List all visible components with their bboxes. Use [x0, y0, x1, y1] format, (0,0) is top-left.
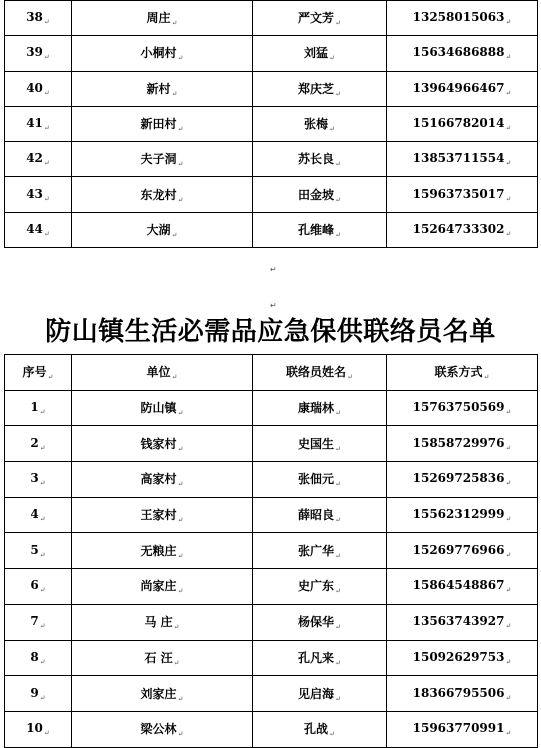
table-row	[5, 106, 538, 141]
cell-name: 见启海$_↵$	[253, 676, 387, 712]
cell-name: 孔维峰$_↵$	[253, 212, 387, 247]
cell-name: 孔战$_↵$	[253, 711, 387, 747]
cell-no: $2_↵$	[5, 426, 72, 462]
cell-phone: $13563743927_↵$	[387, 604, 538, 640]
table-row	[5, 212, 538, 247]
table-row	[5, 426, 538, 462]
cell-name: 薛昭良$_↵$	[253, 497, 387, 533]
cell-name: 田金坡$_↵$	[253, 177, 387, 212]
cell-phone: $15092629753_↵$	[387, 640, 538, 676]
cell-name: 张梅$_↵$	[253, 106, 387, 141]
cell-phone: $13258015063_↵$	[387, 1, 538, 36]
table-row	[5, 1, 538, 36]
paragraph-mark: ↵	[270, 301, 277, 310]
cell-unit: 高家村$_↵$	[72, 462, 253, 498]
cell-name: 杨保华$_↵$	[253, 604, 387, 640]
cell-unit: 夫子洞$_↵$	[72, 142, 253, 177]
header-name: 联络员姓名$_↵$	[253, 355, 387, 391]
cell-phone: $15864548867_↵$	[387, 569, 538, 605]
cell-unit: 东龙村$_↵$	[72, 177, 253, 212]
cell-unit: 马 庄$_↵$	[72, 604, 253, 640]
cell-unit: 新村$_↵$	[72, 71, 253, 106]
cell-no: $38_↵$	[5, 1, 72, 36]
cell-no: $8_↵$	[5, 640, 72, 676]
cell-name: 史广东$_↵$	[253, 569, 387, 605]
table-row	[5, 462, 538, 498]
cell-no: $43_↵$	[5, 177, 72, 212]
cell-phone: $13964966467_↵$	[387, 71, 538, 106]
header-no: 序号$_↵$	[5, 355, 72, 391]
cell-phone: $15634686888_↵$	[387, 36, 538, 71]
cell-no: $3_↵$	[5, 462, 72, 498]
cell-no: $41_↵$	[5, 106, 72, 141]
cell-name: 张佃元$_↵$	[253, 462, 387, 498]
cell-no: $6_↵$	[5, 569, 72, 605]
header-phone: 联系方式$_↵$	[387, 355, 538, 391]
cell-phone: $18366795506_↵$	[387, 676, 538, 712]
cell-no: $5_↵$	[5, 533, 72, 569]
table-row	[5, 533, 538, 569]
table-header-row	[5, 355, 538, 391]
cell-name: 郑庆芝$_↵$	[253, 71, 387, 106]
cell-name: 孔凡来$_↵$	[253, 640, 387, 676]
cell-phone: $15562312999_↵$	[387, 497, 538, 533]
header-unit: 单位$_↵$	[72, 355, 253, 391]
cell-phone: $15269776966_↵$	[387, 533, 538, 569]
cell-phone: $15269725836_↵$	[387, 462, 538, 498]
cell-name: 张广华$_↵$	[253, 533, 387, 569]
cell-name: 严文芳$_↵$	[253, 1, 387, 36]
cell-no: $10_↵$	[5, 711, 72, 747]
cell-unit: 大湖$_↵$	[72, 212, 253, 247]
cell-unit: 梁公林$_↵$	[72, 711, 253, 747]
cell-no: $7_↵$	[5, 604, 72, 640]
cell-unit: 无粮庄$_↵$	[72, 533, 253, 569]
cell-phone: $15763750569_↵$	[387, 390, 538, 426]
cell-unit: 王家村$_↵$	[72, 497, 253, 533]
cell-phone: $15166782014_↵$	[387, 106, 538, 141]
cell-unit: 尚家庄$_↵$	[72, 569, 253, 605]
contact-table-continued	[4, 0, 538, 248]
table-row	[5, 390, 538, 426]
cell-no: $44_↵$	[5, 212, 72, 247]
cell-unit: 石 汪$_↵$	[72, 640, 253, 676]
table-row	[5, 640, 538, 676]
cell-no: $1_↵$	[5, 390, 72, 426]
table-row	[5, 676, 538, 712]
cell-no: $42_↵$	[5, 142, 72, 177]
cell-phone: $15963735017_↵$	[387, 177, 538, 212]
table-row	[5, 177, 538, 212]
cell-name: 刘猛$_↵$	[253, 36, 387, 71]
cell-phone: $15963770991_↵$	[387, 711, 538, 747]
paragraph-mark: ↵	[270, 265, 277, 274]
cell-no: $40_↵$	[5, 71, 72, 106]
cell-no: $4_↵$	[5, 497, 72, 533]
cell-unit: 钱家村$_↵$	[72, 426, 253, 462]
table-row	[5, 711, 538, 747]
cell-no: $9_↵$	[5, 676, 72, 712]
table-row	[5, 142, 538, 177]
cell-unit: 新田村$_↵$	[72, 106, 253, 141]
cell-unit: 小桐村$_↵$	[72, 36, 253, 71]
table-row	[5, 36, 538, 71]
table-row	[5, 497, 538, 533]
cell-name: 苏长良$_↵$	[253, 142, 387, 177]
document-title: 防山镇生活必需品应急保供联络员名单	[45, 317, 496, 347]
cell-unit: 刘家庄$_↵$	[72, 676, 253, 712]
cell-phone: $15264733302_↵$	[387, 212, 538, 247]
cell-unit: 周庄$_↵$	[72, 1, 253, 36]
table-row	[5, 604, 538, 640]
table-row	[5, 71, 538, 106]
cell-no: $39_↵$	[5, 36, 72, 71]
cell-name: 史国生$_↵$	[253, 426, 387, 462]
table-row	[5, 569, 538, 605]
contact-table	[4, 354, 538, 748]
cell-phone: $13853711554_↵$	[387, 142, 538, 177]
cell-phone: $15858729976_↵$	[387, 426, 538, 462]
cell-name: 康瑞林$_↵$	[253, 390, 387, 426]
cell-unit: 防山镇$_↵$	[72, 390, 253, 426]
